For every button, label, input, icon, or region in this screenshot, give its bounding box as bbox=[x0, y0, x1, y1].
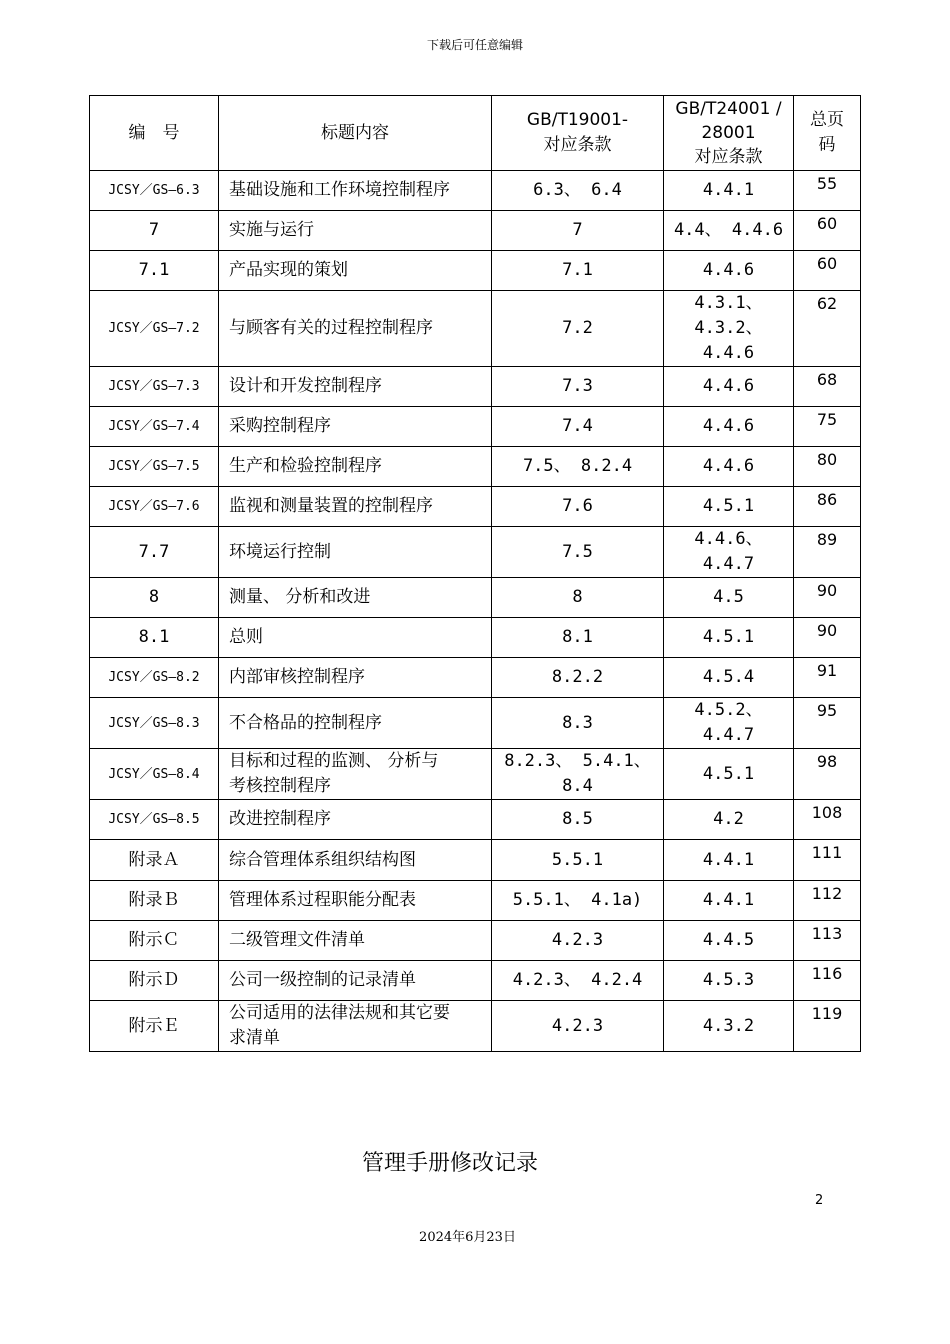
cell-title: 综合管理体系组织结构图 bbox=[219, 840, 492, 881]
cell-page: 95 bbox=[794, 698, 861, 749]
column-header-code: 编 号 bbox=[90, 96, 219, 171]
cell-page: 90 bbox=[794, 578, 861, 618]
cell-gbt19001: 5.5.1 bbox=[492, 840, 664, 881]
table-row bbox=[90, 367, 861, 407]
cell-title: 基础设施和工作环境控制程序 bbox=[219, 171, 492, 211]
cell-gbt19001: 7.5、 8.2.4 bbox=[492, 447, 664, 487]
cell-title: 不合格品的控制程序 bbox=[219, 698, 492, 749]
cell-gbt24001: 4.3.2 bbox=[664, 1001, 794, 1052]
page-footer-date: 2024年6月23日 bbox=[419, 1230, 516, 1245]
cell-gbt19001: 7.1 bbox=[492, 251, 664, 291]
table-row bbox=[90, 658, 861, 698]
cell-code: 附录Ａ bbox=[90, 840, 219, 881]
cell-code: JCSY／GS—8.2 bbox=[90, 658, 219, 698]
table-row bbox=[90, 840, 861, 881]
cell-gbt19001: 8.1 bbox=[492, 618, 664, 658]
cell-gbt19001: 8.3 bbox=[492, 698, 664, 749]
table-header-row bbox=[90, 96, 861, 171]
cell-code: 附示Ｄ bbox=[90, 961, 219, 1001]
page-number: 2 bbox=[815, 1193, 824, 1208]
page-header: 下载后可任意编辑 bbox=[426, 38, 523, 52]
cell-title: 采购控制程序 bbox=[219, 407, 492, 447]
cell-code: 7.1 bbox=[90, 251, 219, 291]
cell-gbt19001: 4.2.3 bbox=[492, 921, 664, 961]
cell-title: 公司适用的法律法规和其它要 求清单 bbox=[219, 1001, 492, 1052]
cell-title: 设计和开发控制程序 bbox=[219, 367, 492, 407]
table-row bbox=[90, 800, 861, 840]
cell-gbt19001: 8.2.3、 5.4.1、 8.4 bbox=[492, 749, 664, 800]
cell-page: 98 bbox=[794, 749, 861, 800]
cell-page: 60 bbox=[794, 211, 861, 251]
cell-page: 111 bbox=[794, 840, 861, 881]
cell-title: 内部审核控制程序 bbox=[219, 658, 492, 698]
table-row bbox=[90, 921, 861, 961]
cell-page: 113 bbox=[794, 921, 861, 961]
cell-page: 86 bbox=[794, 487, 861, 527]
cell-gbt24001: 4.5 bbox=[664, 578, 794, 618]
cell-gbt24001: 4.2 bbox=[664, 800, 794, 840]
cell-code: JCSY／GS—6.3 bbox=[90, 171, 219, 211]
cell-gbt19001: 6.3、 6.4 bbox=[492, 171, 664, 211]
cell-page: 62 bbox=[794, 291, 861, 367]
cell-gbt19001: 8.5 bbox=[492, 800, 664, 840]
table-row bbox=[90, 749, 861, 800]
cell-page: 55 bbox=[794, 171, 861, 211]
cell-title: 监视和测量装置的控制程序 bbox=[219, 487, 492, 527]
cell-gbt24001: 4.3.1、 4.3.2、 4.4.6 bbox=[664, 291, 794, 367]
cell-gbt19001: 4.2.3、 4.2.4 bbox=[492, 961, 664, 1001]
cell-gbt24001: 4.4、 4.4.6 bbox=[664, 211, 794, 251]
cell-code: JCSY／GS—7.2 bbox=[90, 291, 219, 367]
section-title: 管理手册修改记录 bbox=[361, 1151, 538, 1176]
cell-page: 119 bbox=[794, 1001, 861, 1052]
table-row bbox=[90, 251, 861, 291]
cell-title: 总则 bbox=[219, 618, 492, 658]
cell-gbt24001: 4.5.4 bbox=[664, 658, 794, 698]
cell-gbt19001: 7.5 bbox=[492, 527, 664, 578]
cell-gbt24001: 4.4.6、 4.4.7 bbox=[664, 527, 794, 578]
cell-gbt19001: 7.4 bbox=[492, 407, 664, 447]
table-row bbox=[90, 698, 861, 749]
table-row bbox=[90, 407, 861, 447]
cell-code: 附录Ｂ bbox=[90, 881, 219, 921]
column-header-gbt24001: GB/T24001 / 28001 对应条款 bbox=[664, 96, 794, 171]
cell-title: 与顾客有关的过程控制程序 bbox=[219, 291, 492, 367]
cell-page: 75 bbox=[794, 407, 861, 447]
cell-code: JCSY／GS—8.5 bbox=[90, 800, 219, 840]
cell-title: 管理体系过程职能分配表 bbox=[219, 881, 492, 921]
cell-code: 7 bbox=[90, 211, 219, 251]
cell-gbt24001: 4.4.5 bbox=[664, 921, 794, 961]
cell-gbt24001: 4.4.6 bbox=[664, 447, 794, 487]
cell-gbt24001: 4.4.6 bbox=[664, 367, 794, 407]
cell-code: 8 bbox=[90, 578, 219, 618]
contents-table bbox=[89, 95, 861, 1052]
cell-page: 90 bbox=[794, 618, 861, 658]
cell-gbt19001: 8 bbox=[492, 578, 664, 618]
table-row bbox=[90, 291, 861, 367]
cell-gbt24001: 4.4.6 bbox=[664, 407, 794, 447]
cell-title: 公司一级控制的记录清单 bbox=[219, 961, 492, 1001]
cell-gbt24001: 4.5.1 bbox=[664, 749, 794, 800]
table-row bbox=[90, 487, 861, 527]
cell-gbt19001: 7.2 bbox=[492, 291, 664, 367]
cell-title: 生产和检验控制程序 bbox=[219, 447, 492, 487]
cell-title: 改进控制程序 bbox=[219, 800, 492, 840]
column-header-gbt19001: GB/T19001- 对应条款 bbox=[492, 96, 664, 171]
cell-gbt19001: 5.5.1、 4.1a) bbox=[492, 881, 664, 921]
table-row bbox=[90, 961, 861, 1001]
cell-code: JCSY／GS—7.6 bbox=[90, 487, 219, 527]
cell-title: 环境运行控制 bbox=[219, 527, 492, 578]
cell-page: 89 bbox=[794, 527, 861, 578]
cell-gbt19001: 7.6 bbox=[492, 487, 664, 527]
cell-code: 附示Ｅ bbox=[90, 1001, 219, 1052]
cell-code: JCSY／GS—7.4 bbox=[90, 407, 219, 447]
cell-page: 112 bbox=[794, 881, 861, 921]
cell-page: 80 bbox=[794, 447, 861, 487]
cell-code: 7.7 bbox=[90, 527, 219, 578]
column-header-page: 总页 码 bbox=[794, 96, 861, 171]
cell-page: 108 bbox=[794, 800, 861, 840]
cell-gbt24001: 4.4.1 bbox=[664, 840, 794, 881]
cell-code: 8.1 bbox=[90, 618, 219, 658]
cell-page: 60 bbox=[794, 251, 861, 291]
table-row bbox=[90, 527, 861, 578]
cell-code: JCSY／GS—7.3 bbox=[90, 367, 219, 407]
cell-gbt24001: 4.5.1 bbox=[664, 618, 794, 658]
cell-page: 91 bbox=[794, 658, 861, 698]
table-row bbox=[90, 578, 861, 618]
cell-page: 68 bbox=[794, 367, 861, 407]
cell-gbt24001: 4.5.2、 4.4.7 bbox=[664, 698, 794, 749]
cell-gbt19001: 8.2.2 bbox=[492, 658, 664, 698]
table-row bbox=[90, 618, 861, 658]
cell-title: 测量、 分析和改进 bbox=[219, 578, 492, 618]
cell-gbt24001: 4.4.1 bbox=[664, 881, 794, 921]
table-row bbox=[90, 881, 861, 921]
cell-code: JCSY／GS—7.5 bbox=[90, 447, 219, 487]
cell-page: 116 bbox=[794, 961, 861, 1001]
cell-code: JCSY／GS—8.4 bbox=[90, 749, 219, 800]
cell-gbt19001: 7.3 bbox=[492, 367, 664, 407]
table-row bbox=[90, 171, 861, 211]
table-row bbox=[90, 1001, 861, 1052]
cell-code: 附示Ｃ bbox=[90, 921, 219, 961]
column-header-title: 标题内容 bbox=[219, 96, 492, 171]
cell-gbt24001: 4.5.1 bbox=[664, 487, 794, 527]
cell-gbt24001: 4.4.1 bbox=[664, 171, 794, 211]
table-row bbox=[90, 211, 861, 251]
cell-gbt19001: 7 bbox=[492, 211, 664, 251]
cell-title: 实施与运行 bbox=[219, 211, 492, 251]
cell-title: 二级管理文件清单 bbox=[219, 921, 492, 961]
cell-code: JCSY／GS—8.3 bbox=[90, 698, 219, 749]
table-row bbox=[90, 447, 861, 487]
cell-gbt19001: 4.2.3 bbox=[492, 1001, 664, 1052]
cell-title: 目标和过程的监测、 分析与 考核控制程序 bbox=[219, 749, 492, 800]
cell-gbt24001: 4.5.3 bbox=[664, 961, 794, 1001]
cell-title: 产品实现的策划 bbox=[219, 251, 492, 291]
cell-gbt24001: 4.4.6 bbox=[664, 251, 794, 291]
